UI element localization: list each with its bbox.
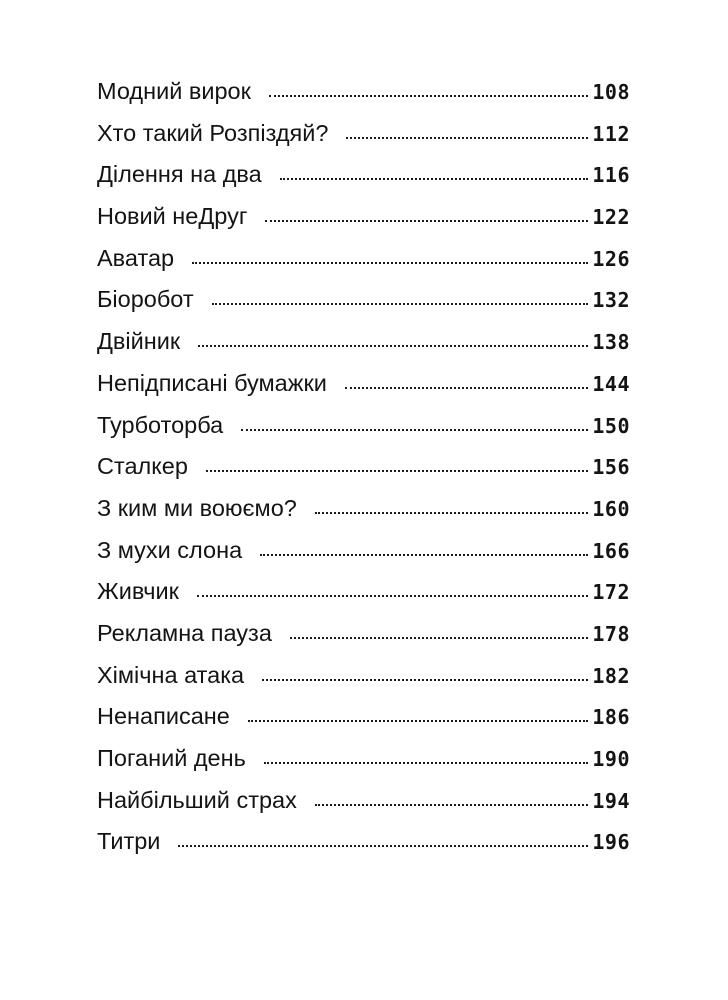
toc-entry-title: Поганий день [97, 745, 246, 771]
toc-entry-title: Аватар [97, 244, 175, 271]
toc-dot-leader [315, 512, 589, 514]
toc-entry-page: 144 [592, 371, 630, 396]
toc-entry-title: Ненаписане [97, 703, 230, 730]
toc-entry-page: 172 [592, 580, 630, 605]
toc-entry[interactable] [97, 613, 630, 655]
toc-entry-page: 132 [592, 288, 630, 313]
toc-dot-leader [192, 262, 588, 264]
toc-entry[interactable] [97, 780, 630, 822]
toc-entry-page: 150 [592, 413, 630, 438]
toc-entry[interactable] [97, 154, 630, 196]
toc-dot-leader [241, 429, 588, 431]
toc-entry-title: Новий неДруг [97, 203, 248, 230]
toc-dot-leader [265, 220, 588, 222]
toc-entry[interactable] [97, 238, 630, 280]
toc-entry-title: Рекламна пауза [97, 619, 272, 646]
toc-entry-title: Двійник [97, 328, 181, 355]
toc-dot-leader [264, 762, 589, 764]
toc-entry-title: Хто такий Розпіздяй? [97, 119, 329, 146]
toc-dot-leader [198, 345, 588, 347]
toc-entry[interactable] [97, 113, 630, 155]
toc-entry-page: 196 [592, 830, 630, 855]
toc-dot-leader [290, 637, 588, 639]
toc-entry-title: Сталкер [97, 453, 188, 480]
toc-entry-page: 138 [592, 330, 630, 355]
toc-entry-page: 186 [592, 705, 630, 730]
toc-dot-leader [206, 470, 588, 472]
toc-entry-page: 108 [592, 80, 630, 104]
toc-entry[interactable] [97, 696, 630, 738]
toc-dot-leader [269, 95, 588, 97]
toc-entry-title: Титри [97, 828, 161, 855]
toc-entry-title: Хімічна атака [97, 661, 245, 688]
toc-dot-leader [262, 679, 588, 681]
toc-entry-page: 194 [592, 788, 630, 813]
toc-dot-leader [346, 137, 588, 139]
toc-entry[interactable] [97, 655, 630, 697]
toc-entry[interactable] [97, 446, 630, 488]
toc-entry-page: 116 [592, 163, 630, 188]
toc-entry-page: 126 [592, 246, 630, 271]
toc-entry-page: 182 [592, 663, 630, 688]
toc-entry-page: 178 [592, 621, 630, 646]
toc-entry-title: Ділення на два [97, 161, 262, 188]
toc-dot-leader [345, 387, 588, 389]
toc-entry[interactable] [97, 279, 630, 321]
table-of-contents [97, 71, 630, 863]
toc-entry-title: Найбільший страх [97, 786, 297, 813]
toc-entry-page: 160 [592, 496, 630, 521]
toc-dot-leader [212, 303, 589, 305]
toc-entry-page: 190 [592, 747, 630, 771]
toc-entry[interactable] [97, 821, 630, 863]
toc-entry-title: Живчик [97, 578, 179, 605]
toc-entry[interactable] [97, 71, 630, 113]
toc-entry-page: 112 [592, 121, 630, 146]
toc-entry-page: 166 [592, 538, 630, 563]
toc-entry[interactable] [97, 571, 630, 613]
toc-dot-leader [178, 845, 588, 847]
toc-entry[interactable] [97, 488, 630, 530]
toc-entry[interactable] [97, 196, 630, 238]
toc-dot-leader [197, 595, 588, 597]
toc-entry-page: 122 [592, 205, 630, 230]
toc-entry[interactable] [97, 321, 630, 363]
toc-entry[interactable] [97, 738, 630, 780]
toc-entry[interactable] [97, 530, 630, 572]
toc-entry[interactable] [97, 363, 630, 405]
toc-entry-title: Непідписані бумажки [97, 369, 327, 396]
toc-dot-leader [315, 804, 589, 806]
toc-dot-leader [280, 178, 589, 180]
toc-entry-title: Біоробот [97, 286, 194, 313]
toc-entry-title: Модний вирок [97, 78, 251, 104]
toc-entry-title: Турботорба [97, 411, 224, 438]
toc-entry-title: З мухи слона [97, 536, 243, 563]
toc-entry[interactable] [97, 405, 630, 447]
toc-entry-page: 156 [592, 455, 630, 480]
toc-dot-leader [248, 720, 589, 722]
toc-dot-leader [260, 554, 588, 556]
toc-entry-title: З ким ми воюємо? [97, 494, 297, 521]
